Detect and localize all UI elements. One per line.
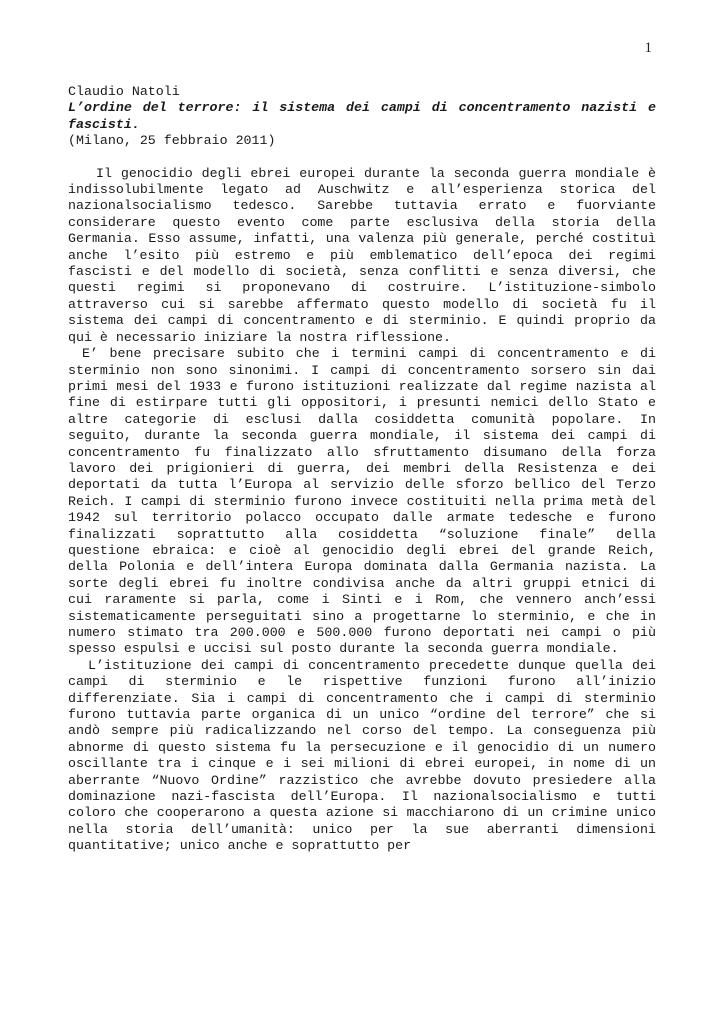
paragraph: L’istituzione dei campi di concentramento precedette dunque quella dei campi di sterminio e le rispettive funzioni furono all’inizio differenziate. Sia i campi di concentramento che i campi di sterminio furono tuttavia parte organica di un unico “ordine del terrore” che si andò sempre più radicalizzando nel corso del tempo. La conseguenza più abnorme di questo sistema fu la persecuzione e il genocidio di un numero oscillante tra i cinque e i sei milioni di ebrei europei, in nome di un aberrante “Nuovo Ordine” razzistico che avrebbe dovuto presiedere alla dominazione nazi-fascista dell’Europa. Il nazionalsocialismo e tutti coloro che cooperarono a questa azione si macchiarono di un crimine unico nella storia dell’umanità: unico per la sue aberranti dimensioni quantitative; unico anche e soprattutto per <box>68 657 656 854</box>
paragraph: E’ bene precisare subito che i termini campi di concentramento e di sterminio non sono sinonimi. I campi di concentramento sorsero sin dai primi mesi del 1933 e furono istituzioni realizzate dal regime nazista al fine di estirpare tutti gli oppositori, i presunti nemici dello Stato e altre categorie di esclusi dalla cosiddetta comunità popolare. In seguito, durante la seconda guerra mondiale, il sistema dei campi di concentramento fu finalizzato allo sfruttamento disumano della forza lavoro dei prigionieri di guerra, dei membri della Resistenza e dei deportati da tutta l’Europa al servizio delle sforzo bellico del Terzo Reich. I campi di sterminio furono invece costituiti nella prima metà del 1942 sul territorio polacco occupato dalle armate tedesche e furono finalizzati soprattutto alla cosiddetta “soluzione finale” della questione ebraica: e cioè al genocidio degli ebrei del grande Reich, della Polonia e dell’intera Europa dominata dalla Germania nazista. La sorte degli ebrei fu inoltre condivisa anche da altri gruppi etnici di cui raramente si parla, come i Sinti e i Rom, che vennero anch’essi sistematicamente perseguitati sino a progettarne lo sterminio, e che in numero stimato tra 200.000 e 500.000 furono deportati nei campi o più spesso espulsi e uccisi sul posto durante la seconda guerra mondiale. <box>68 346 656 657</box>
document-date: (Milano, 25 febbraio 2011) <box>68 133 276 149</box>
document-title: L’ordine del terrore: il sistema dei campi di concentramento nazisti e fascisti. <box>68 100 664 132</box>
paragraph: Il genocidio degli ebrei europei durante la seconda guerra mondiale è indissolubilmente legato ad Auschwitz e all’esperienza storica del nazionalsocialismo tedesco. Sarebbe tuttavia errato e fuorviante considerare questo evento come parte esclusiva della storia della Germania. Esso assume, infatti, una valenza più generale, perché costituì anche l’esito più estremo e più emblematico dell’epoca dei regimi fascisti e del modello di società, senza conflitti e senza diversi, che questi regimi si proponevano di costruire. L’istituzione-simbolo attraverso cui si sarebbe affermato questo modello di società fu il sistema dei campi di concentramento e di sterminio. E quindi proprio da qui è necessario iniziare la nostra riflessione. <box>68 165 656 345</box>
document-body <box>68 84 664 855</box>
page-number: 1 <box>644 40 652 56</box>
author: Claudio Natoli <box>68 84 180 99</box>
